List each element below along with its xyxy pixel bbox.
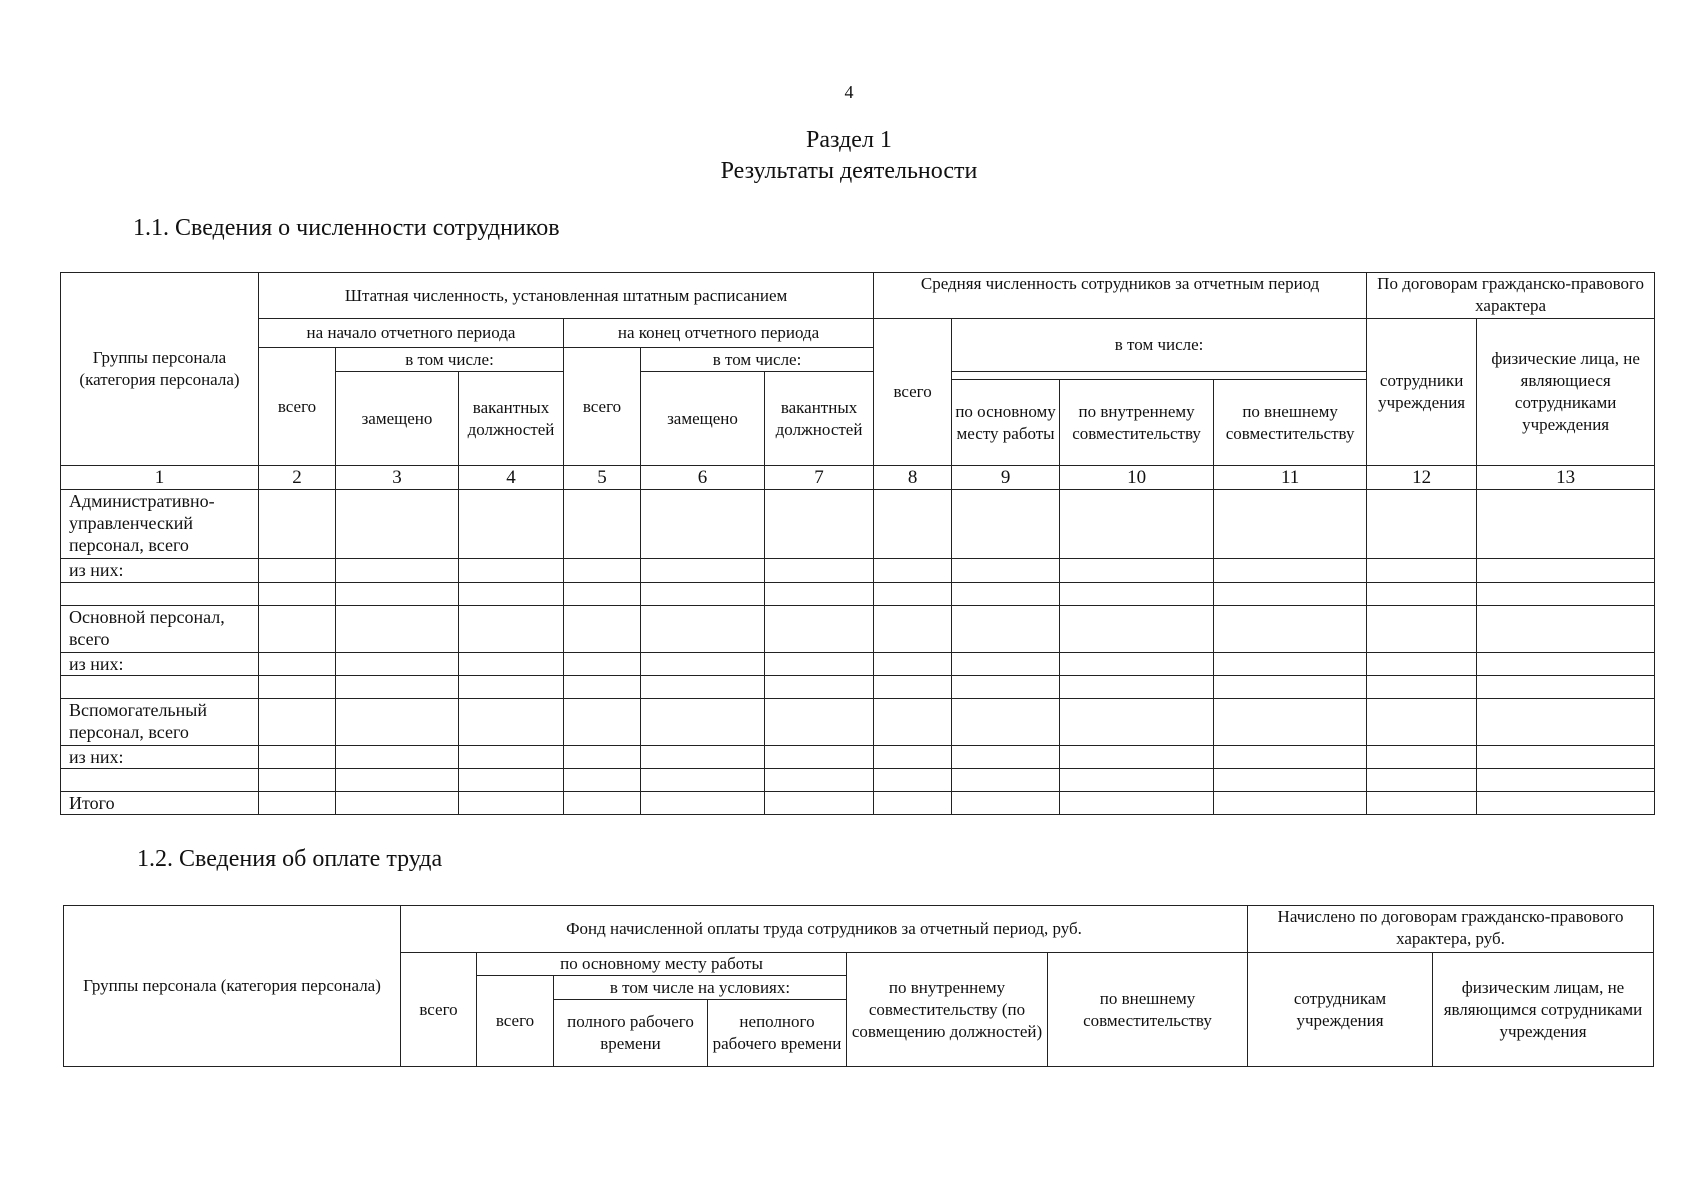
table-row: [61, 653, 1655, 676]
header-end-total: всего: [564, 348, 641, 466]
header-start: на начало отчетного периода: [259, 319, 564, 348]
row-label-aux: Вспомогательный персонал, всего: [61, 699, 259, 746]
section-title-line2: Результаты деятельности: [720, 158, 978, 184]
table-row: [61, 699, 1655, 746]
header-conditions: в том числе на условиях:: [554, 976, 847, 1000]
col-number: 12: [1367, 466, 1477, 490]
header-start-incl: в том числе:: [336, 348, 564, 372]
header-accrued-employees: сотрудникам учреждения: [1248, 953, 1433, 1067]
col-number: 10: [1060, 466, 1214, 490]
header-groups: Группы персонала (категория персонала): [61, 273, 259, 466]
header-main-total: всего: [477, 976, 554, 1067]
pay-table: [63, 905, 1654, 1067]
header-fund: Фонд начисленной оплаты труда сотрудников за отчетный период, руб.: [401, 906, 1248, 953]
col-number: 6: [641, 466, 765, 490]
col-number: 3: [336, 466, 459, 490]
header-main-place: по основному месту работы: [477, 953, 847, 976]
col-number: 9: [952, 466, 1060, 490]
col-number: 13: [1477, 466, 1655, 490]
table-row: [61, 792, 1655, 815]
header-start-total: всего: [259, 348, 336, 466]
col-number: 5: [564, 466, 641, 490]
col-number: 11: [1214, 466, 1367, 490]
page-number: 4: [844, 82, 854, 102]
row-label-main: Основной персонал, всего: [61, 606, 259, 653]
header-part-time: неполного рабочего времени: [708, 1000, 847, 1067]
header-end-filled: замещено: [641, 372, 765, 466]
section-title: [0, 125, 1698, 187]
header-internal: по внутреннему совместительству (по совмещению должностей): [847, 953, 1048, 1067]
table-row: [61, 490, 1655, 559]
header-avg: Средняя численность сотрудников за отчетным период: [874, 273, 1367, 319]
table-row: [61, 746, 1655, 769]
row-label-of-which: из них:: [61, 653, 259, 676]
table-row: [61, 676, 1655, 699]
row-label-admin: Административно-управленческий персонал, всего: [61, 490, 259, 559]
header-end: на конец отчетного периода: [564, 319, 874, 348]
header-accrued-persons: физическим лицам, не являющимся сотрудниками учреждения: [1433, 953, 1654, 1067]
staff-count-table: [60, 272, 1655, 815]
col-number: 8: [874, 466, 952, 490]
table-row: [61, 559, 1655, 583]
row-label-of-which: из них:: [61, 559, 259, 583]
col-number: 7: [765, 466, 874, 490]
header-staff: Штатная численность, установленная штатным расписанием: [259, 273, 874, 319]
header-start-filled: замещено: [336, 372, 459, 466]
header-civil-persons: физические лица, не являющиеся сотрудниками учреждения: [1477, 319, 1655, 466]
table-row: [61, 606, 1655, 653]
subsection-title-1-2: 1.2. Сведения об оплате труда: [137, 846, 443, 872]
header-avg-total: всего: [874, 319, 952, 466]
col-number: 2: [259, 466, 336, 490]
header-avg-internal: по внутреннему совместительству: [1060, 380, 1214, 466]
subsection-title-1-1: 1.1. Сведения о численности сотрудников: [133, 215, 560, 241]
section-title-line1: Раздел 1: [806, 127, 892, 153]
table-row: [61, 583, 1655, 606]
header-start-vacant: вакантных должностей: [459, 372, 564, 466]
header-avg-incl: в том числе:: [952, 319, 1367, 372]
col-number: 1: [61, 466, 259, 490]
header-end-vacant: вакантных должностей: [765, 372, 874, 466]
header-accrued: Начислено по договорам гражданско-правового характера, руб.: [1248, 906, 1654, 953]
header-avg-main: по основному месту работы: [952, 380, 1060, 466]
header-avg-external: по внешнему совместительству: [1214, 380, 1367, 466]
header-external: по внешнему совместительству: [1048, 953, 1248, 1067]
header-end-incl: в том числе:: [641, 348, 874, 372]
table-row: [61, 769, 1655, 792]
header-fund-total: всего: [401, 953, 477, 1067]
header-civil-employees: сотрудники учреждения: [1367, 319, 1477, 466]
header-groups: Группы персонала (категория персонала): [64, 906, 401, 1067]
header-full-time: полного рабочего времени: [554, 1000, 708, 1067]
col-number: 4: [459, 466, 564, 490]
header-civil: По договорам гражданско-правового характера: [1367, 273, 1655, 319]
row-label-of-which: из них:: [61, 746, 259, 769]
row-label-total: Итого: [61, 792, 259, 815]
